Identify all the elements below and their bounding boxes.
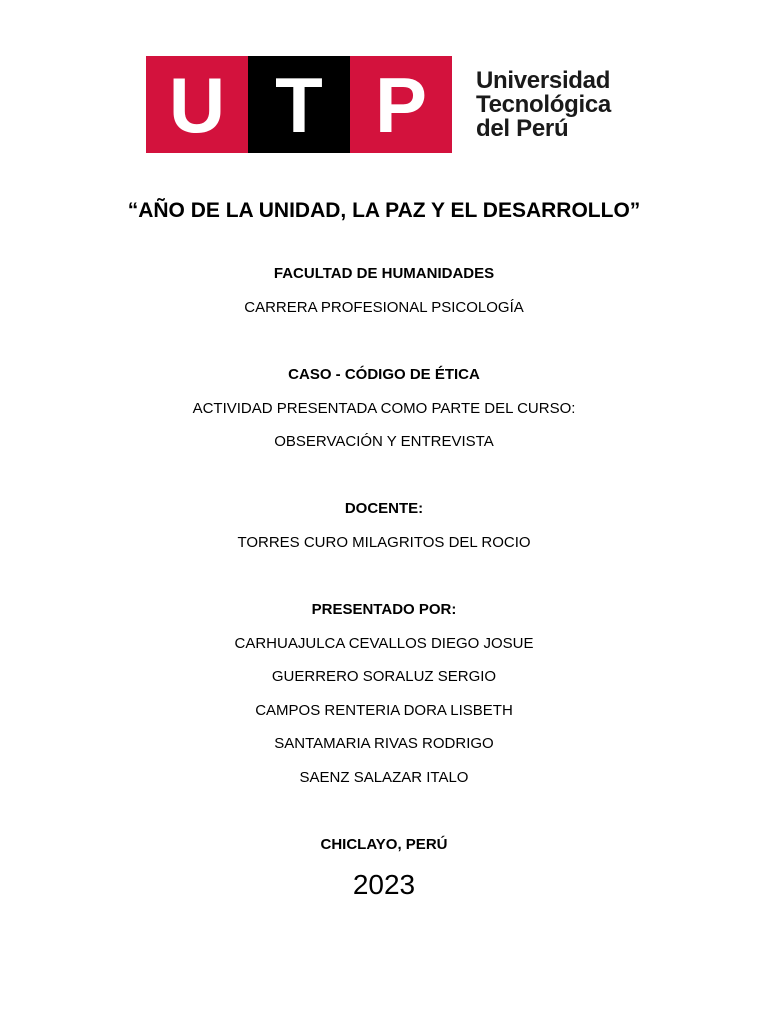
student-name: SANTAMARIA RIVAS RODRIGO bbox=[274, 735, 494, 752]
student-name: CAMPOS RENTERIA DORA LISBETH bbox=[255, 702, 513, 719]
student-name: SAENZ SALAZAR ITALO bbox=[299, 769, 469, 786]
logo-letter-t: T bbox=[248, 56, 350, 153]
presented-by-label: PRESENTADO POR: bbox=[311, 601, 457, 618]
teacher-label: DOCENTE: bbox=[344, 500, 424, 517]
university-name-line: Universidad bbox=[476, 66, 611, 94]
location: CHICLAYO, PERÚ bbox=[320, 836, 448, 853]
case-title: CASO - CÓDIGO DE ÉTICA bbox=[288, 366, 480, 383]
utp-logo bbox=[146, 56, 611, 153]
student-name: CARHUAJULCA CEVALLOS DIEGO JOSUE bbox=[234, 635, 534, 652]
university-name bbox=[476, 66, 611, 142]
university-name-line: del Perú bbox=[476, 114, 569, 142]
logo-letter-u: U bbox=[146, 56, 248, 153]
university-name-line: Tecnológica bbox=[476, 90, 611, 118]
logo-letter-p: P bbox=[350, 56, 452, 153]
teacher-name: TORRES CURO MILAGRITOS DEL ROCIO bbox=[237, 534, 531, 551]
course-name: OBSERVACIÓN Y ENTREVISTA bbox=[274, 433, 494, 450]
year: 2023 bbox=[352, 869, 416, 900]
activity-text: ACTIVIDAD PRESENTADA COMO PARTE DEL CURSO: bbox=[192, 400, 576, 417]
faculty-heading: FACULTAD DE HUMANIDADES bbox=[273, 265, 495, 282]
year-motto: “AÑO DE LA UNIDAD, LA PAZ Y EL DESARROLLO” bbox=[127, 199, 641, 222]
student-name: GUERRERO SORALUZ SERGIO bbox=[271, 668, 497, 685]
career-text: CARRERA PROFESIONAL PSICOLOGÍA bbox=[244, 299, 524, 316]
